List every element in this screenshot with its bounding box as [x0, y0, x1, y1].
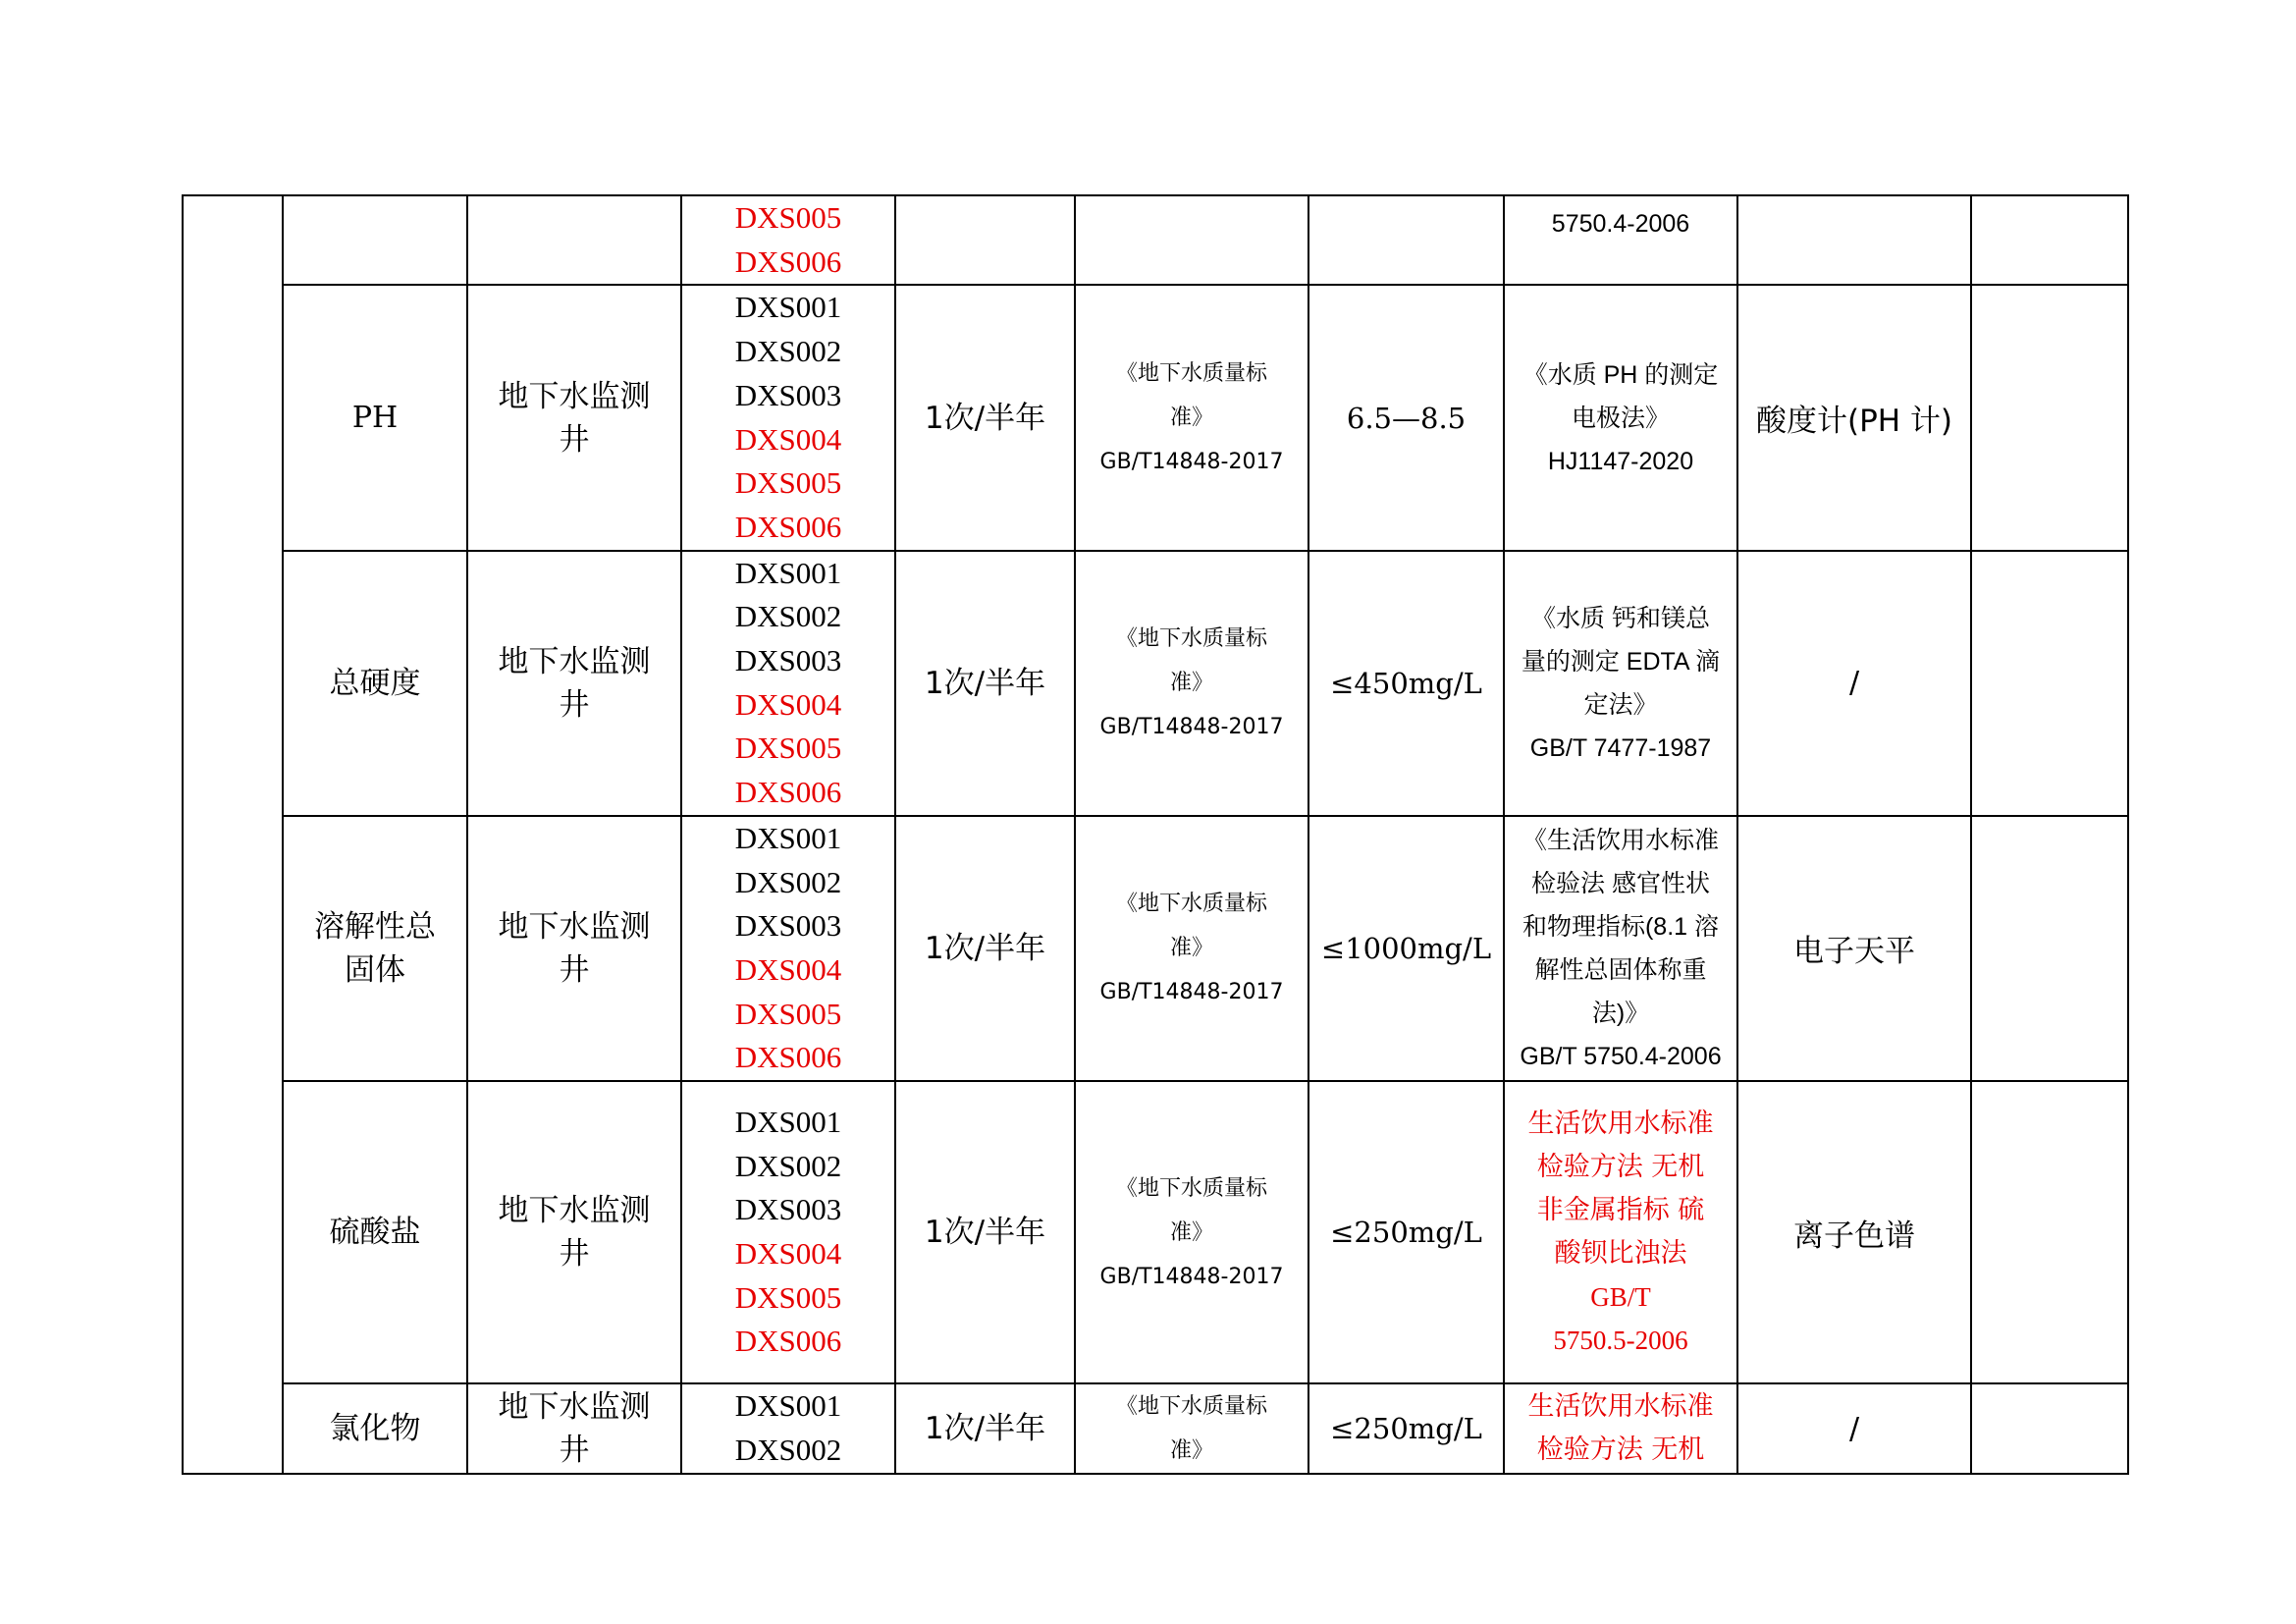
standard-cell: 《地下水质量标 准》 GB/T14848-2017	[1075, 1081, 1308, 1383]
table-row	[183, 285, 2128, 550]
method-line: 《水质 钙和镁总	[1531, 604, 1710, 632]
location-cell	[467, 195, 681, 285]
well-id: DXS006	[734, 244, 842, 279]
method-line: 量的测定 EDTA 滴	[1521, 647, 1721, 676]
well-id: DXS005	[734, 996, 842, 1031]
remarks-cell	[1971, 1081, 2128, 1383]
wells-cell	[681, 195, 895, 285]
well-id: DXS002	[734, 334, 842, 369]
limit-cell: ≤250mg/L	[1308, 1383, 1504, 1474]
table-row	[183, 816, 2128, 1081]
standard-cell: 《地下水质量标 准》	[1075, 1383, 1308, 1474]
location-cell: 地下水监测井	[467, 551, 681, 816]
method-line: 法)》	[1591, 999, 1650, 1027]
well-id: DXS004	[734, 951, 842, 987]
well-id: DXS001	[734, 1388, 842, 1424]
limit-cell	[1308, 195, 1504, 285]
well-id: DXS001	[734, 555, 842, 590]
limit-cell: ≤450mg/L	[1308, 551, 1504, 816]
well-id: DXS004	[734, 1236, 842, 1272]
method-line: HJ1147-2020	[1547, 447, 1694, 475]
location-cell: 地下水监测井	[467, 816, 681, 1081]
method-line: 定法》	[1583, 690, 1658, 719]
location-cell: 地下水监测井	[467, 1081, 681, 1383]
well-id: DXS006	[734, 509, 842, 544]
well-id: DXS002	[734, 1148, 842, 1183]
wells-cell	[681, 1081, 895, 1383]
item-cell	[283, 195, 467, 285]
well-id: DXS006	[734, 1324, 842, 1359]
method-line: 生活饮用水标准	[1527, 1391, 1714, 1423]
method-line: GB/T	[1590, 1282, 1651, 1313]
well-id: DXS005	[734, 200, 842, 235]
method-line: 《生活饮用水标准	[1522, 826, 1719, 854]
frequency-cell: 1次/半年	[895, 816, 1075, 1081]
method-line: 酸钡比浊法	[1554, 1238, 1687, 1270]
standard-cell: 《地下水质量标 准》 GB/T14848-2017	[1075, 551, 1308, 816]
table-row	[183, 1383, 2128, 1474]
monitoring-table-wrapper	[182, 194, 2127, 1470]
well-id: DXS004	[734, 686, 842, 722]
well-id: DXS001	[734, 820, 842, 855]
well-id: DXS005	[734, 1279, 842, 1315]
standard-cell	[1075, 195, 1308, 285]
instrument-cell	[1737, 195, 1971, 285]
wells-cell	[681, 551, 895, 816]
method-cell	[1504, 195, 1737, 285]
instrument-cell: 电子天平	[1737, 816, 1971, 1081]
instrument-cell: 离子色谱	[1737, 1081, 1971, 1383]
well-id: DXS005	[734, 465, 842, 501]
frequency-cell: 1次/半年	[895, 285, 1075, 550]
instrument-cell: 酸度计(PH 计)	[1737, 285, 1971, 550]
method-line: 和物理指标(8.1 溶	[1522, 912, 1720, 941]
method-line: 检验方法 无机	[1536, 1152, 1705, 1183]
method-line: GB/T 5750.4-2006	[1520, 1042, 1722, 1070]
remarks-cell	[1971, 1383, 2128, 1474]
method-cell	[1504, 816, 1737, 1081]
method-line: 检验法 感官性状	[1531, 869, 1710, 897]
method-line: 生活饮用水标准	[1527, 1109, 1714, 1140]
limit-cell: ≤250mg/L	[1308, 1081, 1504, 1383]
table-row	[183, 551, 2128, 816]
location-cell: 地下水监测井	[467, 285, 681, 550]
method-cell	[1504, 285, 1737, 550]
well-id: DXS003	[734, 1192, 842, 1227]
well-id: DXS002	[734, 1433, 842, 1468]
frequency-cell: 1次/半年	[895, 551, 1075, 816]
well-id: DXS003	[734, 377, 842, 412]
instrument-cell: /	[1737, 1383, 1971, 1474]
method-line: 《水质 PH 的测定	[1522, 360, 1719, 389]
instrument-cell: /	[1737, 551, 1971, 816]
method-cell	[1504, 1383, 1737, 1474]
item-cell: PH	[283, 285, 467, 550]
category-cell	[183, 195, 283, 1474]
well-id: DXS003	[734, 643, 842, 678]
item-cell: 总硬度	[283, 551, 467, 816]
well-id: DXS006	[734, 1040, 842, 1075]
method-cell	[1504, 551, 1737, 816]
standard-cell: 《地下水质量标 准》 GB/T14848-2017	[1075, 816, 1308, 1081]
remarks-cell	[1971, 195, 2128, 285]
table-row	[183, 195, 2128, 285]
location-cell: 地下水监测井	[467, 1383, 681, 1474]
remarks-cell	[1971, 816, 2128, 1081]
frequency-cell	[895, 195, 1075, 285]
well-id: DXS001	[734, 1104, 842, 1139]
table-body	[183, 195, 2128, 1474]
frequency-cell: 1次/半年	[895, 1081, 1075, 1383]
well-id: DXS001	[734, 290, 842, 325]
monitoring-table	[182, 194, 2129, 1475]
wells-cell	[681, 1383, 895, 1474]
method-cell	[1504, 1081, 1737, 1383]
remarks-cell	[1971, 551, 2128, 816]
well-id: DXS006	[734, 775, 842, 810]
remarks-cell	[1971, 285, 2128, 550]
wells-cell	[681, 285, 895, 550]
item-cell: 硫酸盐	[283, 1081, 467, 1383]
limit-cell: 6.5—8.5	[1308, 285, 1504, 550]
limit-cell: ≤1000mg/L	[1308, 816, 1504, 1081]
well-id: DXS002	[734, 599, 842, 634]
method-line: 5750.5-2006	[1553, 1326, 1688, 1356]
method-line: GB/T 7477-1987	[1529, 733, 1712, 762]
well-id: DXS005	[734, 731, 842, 766]
method-line: 检验方法 无机	[1536, 1435, 1705, 1466]
wells-cell	[681, 816, 895, 1081]
item-cell: 氯化物	[283, 1383, 467, 1474]
well-id: DXS003	[734, 908, 842, 944]
method-line: 5750.4-2006	[1551, 210, 1690, 238]
item-cell: 溶解性总固体	[283, 816, 467, 1081]
standard-cell: 《地下水质量标 准》 GB/T14848-2017	[1075, 285, 1308, 550]
method-line: 非金属指标 硫	[1536, 1195, 1705, 1226]
table-row	[183, 1081, 2128, 1383]
frequency-cell: 1次/半年	[895, 1383, 1075, 1474]
well-id: DXS004	[734, 421, 842, 457]
method-line: 电极法》	[1571, 404, 1670, 432]
method-line: 解性总固体称重	[1534, 955, 1707, 984]
well-id: DXS002	[734, 864, 842, 899]
